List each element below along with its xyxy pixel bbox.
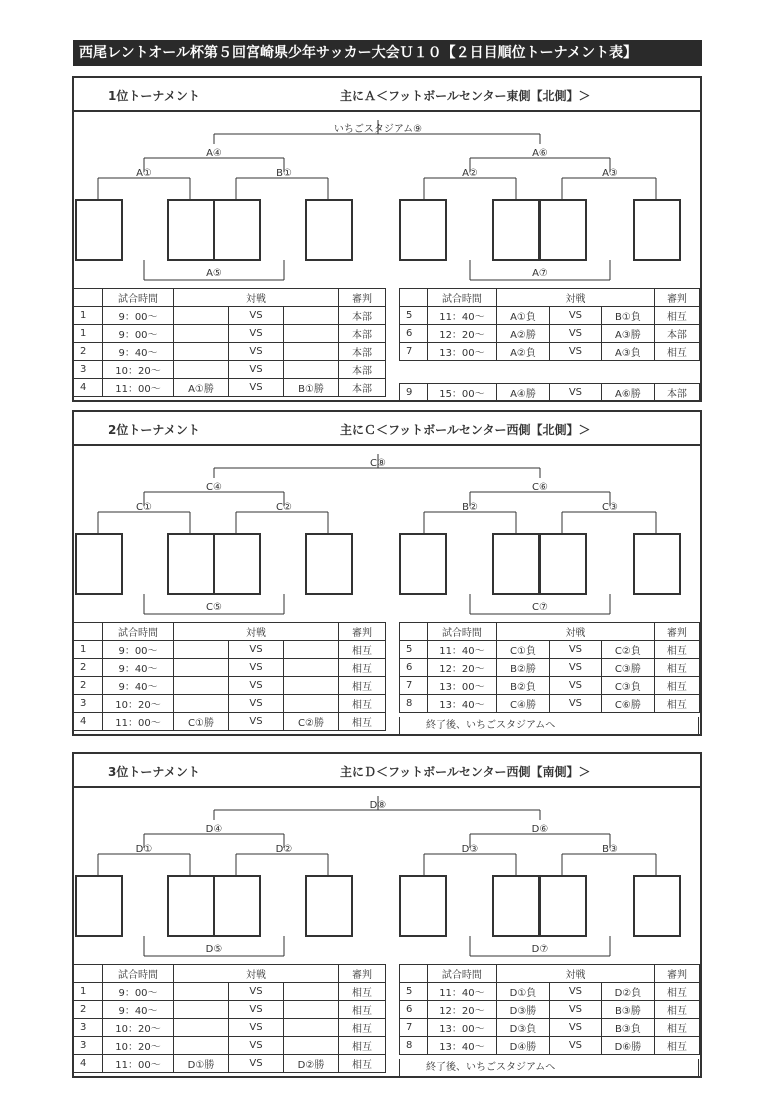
tournament-section [72,410,702,736]
referee: 本部 [339,325,386,343]
header-no [400,965,428,983]
table-row [400,677,700,695]
team-slot-box [400,876,446,936]
team-2 [284,641,339,659]
final-label: いちごスタジアム⑨ [333,124,423,135]
round1-label: A③ [602,168,618,179]
table-row [400,983,700,1001]
section-title: 2位トーナメント [108,423,200,437]
round1-label: C② [276,502,292,513]
final-label: C⑧ [370,458,386,469]
tournament-section [72,752,702,1078]
referee: 相互 [339,1001,386,1019]
team-slot-box [306,876,352,936]
referee: 相互 [339,983,386,1001]
match-time: 10：20～ [103,1037,174,1055]
match-time: 15：00～ [427,384,496,402]
team-1 [174,677,229,695]
lower-label-right: A⑦ [532,268,548,279]
table-row [74,379,386,397]
team-1: C①勝 [174,713,229,731]
bracket-diagram [74,446,700,624]
semi-label-right: D⑥ [531,824,549,835]
vs-label: VS [229,1037,284,1055]
team-slot-box [540,200,586,260]
round1-label: A② [462,168,478,179]
vs-label: VS [549,325,601,343]
team-1: B②負 [497,677,550,695]
referee: 相互 [654,1001,699,1019]
vs-label: VS [229,379,284,397]
team-2: D⑥勝 [601,1037,654,1055]
team-1: A②勝 [497,325,550,343]
match-time: 12：20～ [427,1001,496,1019]
table-header-row [400,965,700,983]
match-number: 9 [400,384,428,402]
referee: 相互 [339,1055,386,1073]
match-time: 11：00～ [103,379,174,397]
team-2 [284,1001,339,1019]
match-number: 2 [74,343,103,361]
team-1: A④勝 [497,384,550,402]
match-number: 5 [400,307,428,325]
team-2 [284,1019,339,1037]
team-1: D①負 [497,983,550,1001]
match-time: 10：20～ [103,361,174,379]
referee: 相互 [654,343,699,361]
team-2: C②負 [601,641,654,659]
table-row [74,1001,386,1019]
vs-label: VS [549,343,601,361]
section-venue: 主にＡ＜フットボールセンター東側【北側】＞ [340,89,591,103]
match-number: 4 [74,379,103,397]
match-time: 13：40～ [427,1037,496,1055]
table-row [74,1037,386,1055]
header-match: 対戦 [174,623,339,641]
vs-label: VS [229,361,284,379]
section-title: 3位トーナメント [108,765,200,779]
referee: 相互 [339,1019,386,1037]
match-number: 4 [74,713,103,731]
match-time: 9：00～ [103,307,174,325]
vs-label: VS [229,983,284,1001]
table-row [74,307,386,325]
team-1 [174,983,229,1001]
match-number: 6 [400,325,428,343]
team-1: A①負 [497,307,550,325]
header-match: 対戦 [174,289,339,307]
header-match: 対戦 [497,289,655,307]
match-time: 10：20～ [103,1019,174,1037]
team-2: B③勝 [601,1001,654,1019]
round1-label: B② [462,502,478,513]
match-number: 6 [400,1001,428,1019]
header-ref: 審判 [654,965,699,983]
match-time: 9：00～ [103,983,174,1001]
match-time: 12：20～ [427,659,496,677]
table-row [74,1055,386,1073]
schedule-note: 終了後、いちごスタジアムへ [399,717,699,736]
table-row [74,325,386,343]
vs-label: VS [229,695,284,713]
team-2: D②勝 [284,1055,339,1073]
table-row [400,343,700,361]
team-1 [174,1001,229,1019]
match-time: 11：40～ [427,307,496,325]
match-time: 10：20～ [103,695,174,713]
semi-label-left: D④ [205,824,223,835]
team-1 [174,325,229,343]
match-number: 1 [74,325,103,343]
team-2 [284,307,339,325]
team-1 [174,695,229,713]
team-1: D④勝 [497,1037,550,1055]
team-slot-box [76,534,122,594]
team-1: C①負 [497,641,550,659]
match-time: 11：40～ [427,641,496,659]
team-2 [284,677,339,695]
match-time: 13：00～ [427,677,496,695]
header-time: 試合時間 [103,623,174,641]
match-time: 11：00～ [103,713,174,731]
match-time: 13：00～ [427,343,496,361]
header-time: 試合時間 [427,289,496,307]
round1-label: D② [275,844,293,855]
team-2: C③勝 [601,659,654,677]
table-header-row [400,289,700,307]
header-no [74,623,103,641]
team-1: A①勝 [174,379,229,397]
table-row [400,1001,700,1019]
schedule-table [399,964,700,1055]
team-1 [174,1037,229,1055]
table-header-row [74,965,386,983]
header-time: 試合時間 [103,289,174,307]
tournament-section [72,76,702,402]
table-row [74,641,386,659]
table-row [74,713,386,731]
schedule-table [399,288,700,361]
round1-label: C① [136,502,152,513]
team-2 [284,361,339,379]
team-slot-box [76,876,122,936]
page-title: 西尾レントオール杯第５回宮崎県少年サッカー大会Ｕ１０【２日目順位トーナメント表】 [73,40,702,66]
vs-label: VS [549,659,601,677]
header-ref: 審判 [654,289,699,307]
section-venue: 主にＤ＜フットボールセンター西側【南側】＞ [340,765,591,779]
table-row [400,641,700,659]
referee: 本部 [654,384,699,402]
round1-label: D① [135,844,153,855]
schedule-table [399,622,700,713]
schedule-table [73,622,386,731]
team-slot-box [493,534,539,594]
table-row [400,1037,700,1055]
table-row [400,384,700,402]
match-time: 9：40～ [103,1001,174,1019]
vs-label: VS [229,1055,284,1073]
referee: 相互 [339,659,386,677]
vs-label: VS [229,659,284,677]
team-2: B①勝 [284,379,339,397]
schedule-note: 終了後、いちごスタジアムへ [399,1059,699,1078]
referee: 相互 [654,983,699,1001]
vs-label: VS [229,1001,284,1019]
lower-label-left: C⑤ [206,602,222,613]
team-slot-box [214,534,260,594]
team-1 [174,1019,229,1037]
team-slot-box [634,876,680,936]
vs-label: VS [549,1001,601,1019]
team-2: C②勝 [284,713,339,731]
team-slot-box [634,534,680,594]
header-match: 対戦 [497,965,655,983]
header-no [400,623,428,641]
table-header-row [400,623,700,641]
lower-label-right: C⑦ [532,602,548,613]
vs-label: VS [549,983,601,1001]
table-row [400,1019,700,1037]
final-label: D⑧ [369,800,387,811]
section-venue: 主にＣ＜フットボールセンター西側【北側】＞ [340,423,591,437]
table-row [74,1019,386,1037]
vs-label: VS [549,677,601,695]
schedule-table [73,288,386,397]
section-header [74,78,700,112]
team-2: A③負 [601,343,654,361]
referee: 相互 [654,641,699,659]
header-no [74,289,103,307]
team-slot-box [168,534,214,594]
team-slot-box [76,200,122,260]
team-2 [284,325,339,343]
schedule-table [399,383,700,402]
table-header-row [74,623,386,641]
bracket-diagram [74,788,700,966]
match-number: 3 [74,695,103,713]
match-number: 7 [400,343,428,361]
referee: 相互 [654,307,699,325]
match-time: 11：00～ [103,1055,174,1073]
match-number: 1 [74,307,103,325]
team-slot-box [306,200,352,260]
referee: 相互 [339,713,386,731]
team-2: D②負 [601,983,654,1001]
match-time: 9：00～ [103,641,174,659]
table-row [74,677,386,695]
team-2 [284,659,339,677]
referee: 相互 [654,695,699,713]
referee: 相互 [654,677,699,695]
referee: 相互 [339,677,386,695]
semi-label-left: C④ [206,482,222,493]
table-row [400,325,700,343]
referee: 相互 [339,1037,386,1055]
header-ref: 審判 [339,623,386,641]
match-number: 7 [400,1019,428,1037]
match-time: 13：40～ [427,695,496,713]
match-time: 9：00～ [103,325,174,343]
referee: 相互 [654,1019,699,1037]
vs-label: VS [229,677,284,695]
referee: 本部 [339,361,386,379]
match-time: 9：40～ [103,659,174,677]
round1-label: A① [136,168,152,179]
referee: 本部 [339,343,386,361]
match-number: 3 [74,1037,103,1055]
header-match: 対戦 [174,965,339,983]
match-number: 8 [400,695,428,713]
match-number: 3 [74,361,103,379]
team-2 [284,343,339,361]
referee: 本部 [339,307,386,325]
vs-label: VS [549,1037,601,1055]
team-2 [284,695,339,713]
semi-label-right: C⑥ [532,482,548,493]
team-1: D③負 [497,1019,550,1037]
header-match: 対戦 [497,623,655,641]
table-row [74,343,386,361]
team-slot-box [400,534,446,594]
match-number: 2 [74,659,103,677]
match-time: 9：40～ [103,343,174,361]
vs-label: VS [549,384,601,402]
vs-label: VS [549,307,601,325]
referee: 本部 [339,379,386,397]
match-number: 7 [400,677,428,695]
match-time: 12：20～ [427,325,496,343]
team-slot-box [214,876,260,936]
team-2: A⑥勝 [601,384,654,402]
round1-label: B① [276,168,292,179]
referee: 相互 [339,641,386,659]
header-no [74,965,103,983]
team-slot-box [540,876,586,936]
header-ref: 審判 [339,289,386,307]
team-1: C④勝 [497,695,550,713]
vs-label: VS [229,343,284,361]
team-1 [174,307,229,325]
table-row [400,307,700,325]
section-header [74,412,700,446]
header-no [400,289,428,307]
referee: 本部 [654,325,699,343]
lower-label-left: D⑤ [205,944,223,955]
team-2: B③負 [601,1019,654,1037]
match-number: 2 [74,677,103,695]
match-number: 8 [400,1037,428,1055]
header-time: 試合時間 [427,965,496,983]
team-1: A②負 [497,343,550,361]
vs-label: VS [229,1019,284,1037]
vs-label: VS [229,325,284,343]
schedule-table [73,964,386,1073]
lower-label-left: A⑤ [206,268,222,279]
match-number: 1 [74,983,103,1001]
team-1: B②勝 [497,659,550,677]
team-slot-box [540,534,586,594]
match-number: 6 [400,659,428,677]
vs-label: VS [549,1019,601,1037]
referee: 相互 [654,1037,699,1055]
referee: 相互 [339,695,386,713]
match-number: 5 [400,641,428,659]
match-time: 9：40～ [103,677,174,695]
header-time: 試合時間 [103,965,174,983]
semi-label-left: A④ [206,148,222,159]
referee: 相互 [654,659,699,677]
team-slot-box [214,200,260,260]
round1-label: D③ [461,844,479,855]
team-slot-box [634,200,680,260]
header-ref: 審判 [654,623,699,641]
lower-label-right: D⑦ [531,944,549,955]
team-1 [174,343,229,361]
team-1: D③勝 [497,1001,550,1019]
match-number: 4 [74,1055,103,1073]
round1-label: C③ [602,502,618,513]
table-header-row [74,289,386,307]
team-2: C③負 [601,677,654,695]
header-ref: 審判 [339,965,386,983]
match-number: 3 [74,1019,103,1037]
match-number: 1 [74,641,103,659]
team-1 [174,641,229,659]
table-row [400,659,700,677]
vs-label: VS [229,713,284,731]
team-slot-box [493,876,539,936]
match-number: 5 [400,983,428,1001]
team-1 [174,659,229,677]
match-time: 13：00～ [427,1019,496,1037]
team-2: B①負 [601,307,654,325]
team-2 [284,983,339,1001]
table-row [74,695,386,713]
semi-label-right: A⑥ [532,148,548,159]
team-slot-box [168,200,214,260]
bracket-diagram [74,112,700,290]
team-slot-box [493,200,539,260]
vs-label: VS [229,307,284,325]
table-row [74,983,386,1001]
match-time: 11：40～ [427,983,496,1001]
team-slot-box [306,534,352,594]
section-header [74,754,700,788]
team-1: D①勝 [174,1055,229,1073]
table-row [74,659,386,677]
header-time: 試合時間 [427,623,496,641]
vs-label: VS [229,641,284,659]
team-2 [284,1037,339,1055]
table-row [74,361,386,379]
team-2: A③勝 [601,325,654,343]
team-slot-box [400,200,446,260]
vs-label: VS [549,695,601,713]
team-1 [174,361,229,379]
section-title: 1位トーナメント [108,89,200,103]
team-2: C⑥勝 [601,695,654,713]
team-slot-box [168,876,214,936]
vs-label: VS [549,641,601,659]
round1-label: B③ [602,844,618,855]
table-row [400,695,700,713]
match-number: 2 [74,1001,103,1019]
